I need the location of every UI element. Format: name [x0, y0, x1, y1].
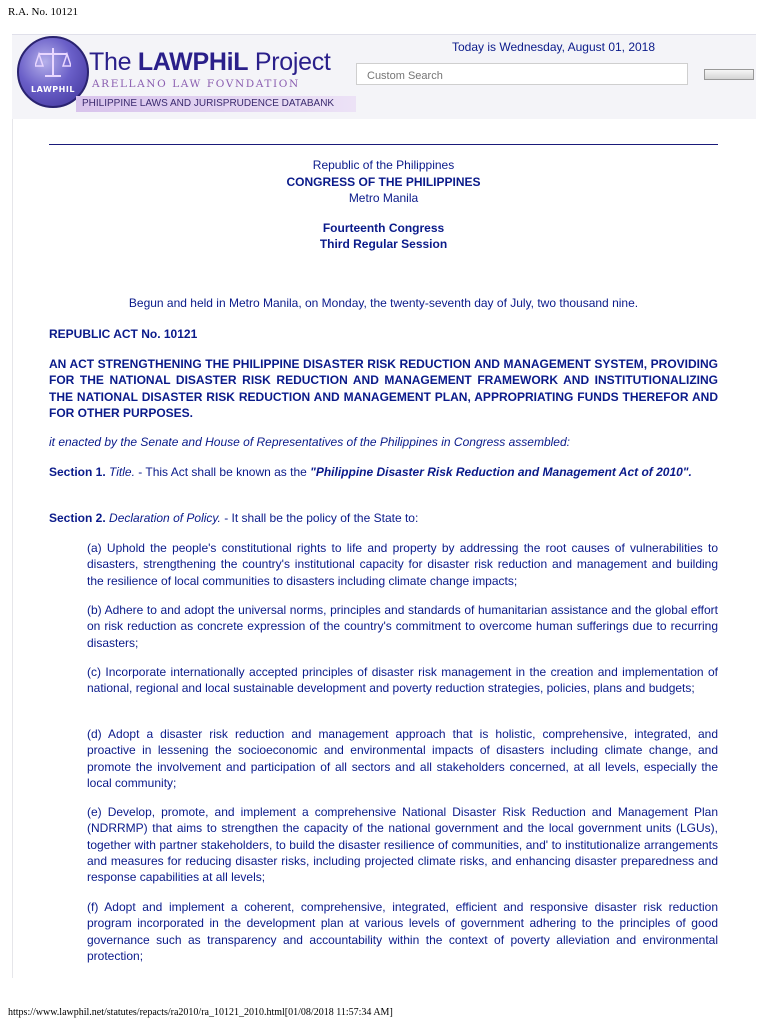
policy-item-f: (f) Adopt and implement a coherent, comprehensive, integrated, efficient and responsive disaster risk reduction program incorporated in the development plan at various levels of government adhering to the principles of good governance such as transparency and accountability within the context of poverty alleviation and environmental protection; [87, 900, 718, 963]
act-title: AN ACT STRENGTHENING THE PHILIPPINE DISASTER RISK REDUCTION AND MANAGEMENT SYSTEM, PROVIDING FOR THE NATIONAL DISASTER RISK REDUCTION AND MANAGEMENT FRAMEWORK AND INSTITUTIONALIZING THE NATIONAL DISASTER RISK REDUCTION AND MANAGEMENT PLAN, APPROPRIATING FUNDS THEREFOR AND FOR OTHER PURPOSES. [49, 357, 718, 420]
print-header: R.A. No. 10121 [8, 6, 78, 18]
search-button[interactable] [704, 69, 754, 80]
act-number: REPUBLIC ACT No. 10121 [49, 327, 198, 341]
policy-item-c: (c) Incorporate internationally accepted principles of disaster risk management in the creation and implementation of national, regional and local sustainable development and poverty reduction strategies, policies, plans and budgets; [87, 665, 718, 696]
section-1-short-title: "Philippine Disaster Risk Reduction and Management Act of 2010". [310, 465, 692, 479]
section-2-text: - It shall be the policy of the State to: [220, 511, 419, 525]
print-footer: https://www.lawphil.net/statutes/repacts/ra2010/ra_10121_2010.html[01/08/2018 11:57:34 AM] [8, 1007, 393, 1018]
policy-item-a: (a) Uphold the people's constitutional rights to life and property by addressing the root causes of vulnerabilities to disasters, strengthening the country's institutional capacity for disaster risk reduction and management and building the resilience of local communities to disasters including climate change impacts; [87, 541, 718, 588]
policy-item-e: (e) Develop, promote, and implement a comprehensive National Disaster Risk Reduction and Management Plan (NDRRMP) that aims to strengthen the capacity of the national government and the local government units (LGUs), together with partner stakeholders, to build the disaster resilience of communities, and' to institutionalize arrangements and measures for reducing disaster risks, including projected climate risks, and enhancing disaster preparedness and response capabilities at all levels; [87, 805, 718, 885]
section-2 [49, 510, 718, 526]
section-2-heading: Declaration of Policy. [109, 511, 221, 525]
site-tagline: PHILIPPINE LAWS AND JURISPRUDENCE DATABANK [82, 98, 335, 109]
section-2-label: Section 2. [49, 511, 106, 525]
tagline-bar [76, 96, 356, 112]
section-1 [49, 464, 718, 480]
scales-of-justice-icon [35, 46, 71, 80]
site-title[interactable] [89, 48, 331, 77]
enacting-clause: it enacted by the Senate and House of Representatives of the Philippines in Congress assembled: [49, 435, 570, 449]
title-prefix: The [89, 48, 138, 76]
session-line: Third Regular Session [319, 237, 448, 251]
current-date: Today is Wednesday, August 01, 2018 [452, 40, 656, 54]
congress-line: CONGRESS OF THE PHILIPPINES [286, 175, 481, 189]
site-subtitle: ARELLANO LAW FOVNDATION [92, 78, 300, 90]
policy-item-b: (b) Adhere to and adopt the universal norms, principles and standards of humanitarian assistance and the global effort on risk reduction as concrete expression of the country's commitment to overcome human sufferings due to recurring disasters; [87, 603, 718, 650]
section-1-label: Section 1. [49, 465, 106, 479]
left-divider [12, 118, 13, 978]
begun-line: Begun and held in Metro Manila, on Monday, the twenty-seventh day of July, two thousand nine. [128, 296, 639, 310]
seal-text: LAWPHIL [31, 85, 75, 94]
congress-number: Fourteenth Congress [322, 221, 445, 235]
search-input[interactable] [356, 63, 688, 85]
city-line: Metro Manila [348, 191, 419, 205]
title-suffix: Project [248, 48, 331, 76]
header-divider [49, 144, 718, 145]
policy-item-d: (d) Adopt a disaster risk reduction and management approach that is holistic, comprehensive, integrated, and proactive in lessening the socioeconomic and environmental impacts of disasters including climate change, and promote the involvement and participation of all sectors and all stakeholders concerned, at all levels, especially the local community; [87, 727, 718, 790]
section-1-text: - This Act shall be known as the [134, 465, 311, 479]
title-brand: LAWPHiL [137, 48, 249, 76]
republic-line: Republic of the Philippines [312, 158, 455, 172]
section-1-heading: Title. [109, 465, 135, 479]
